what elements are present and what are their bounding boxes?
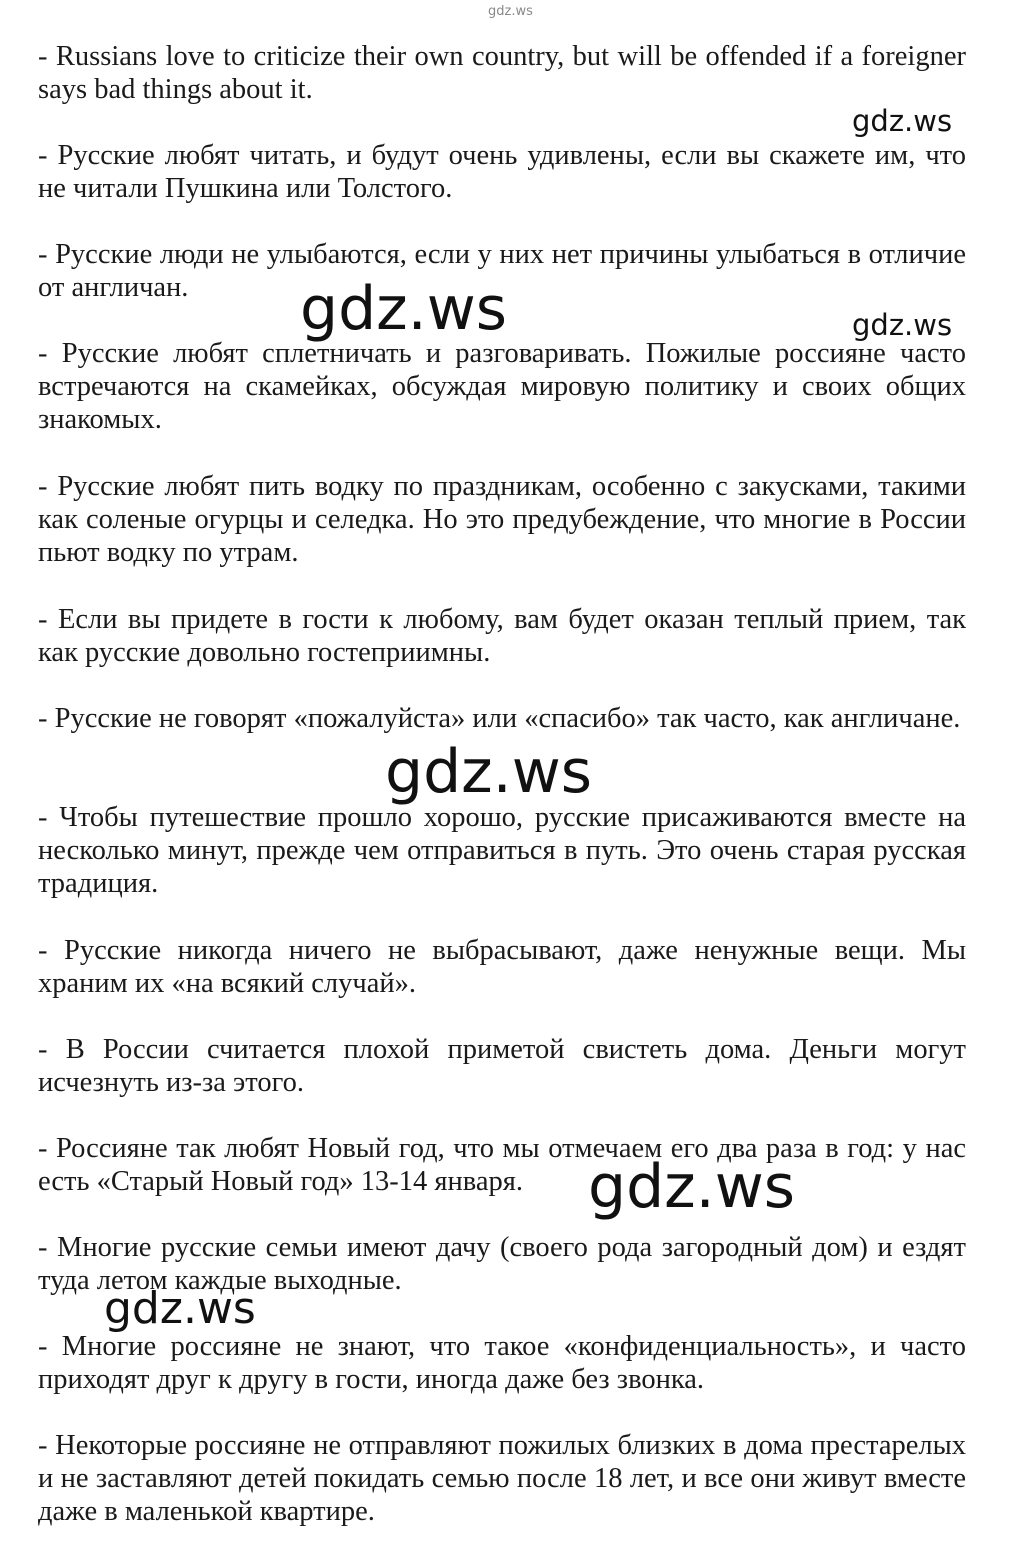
paragraph-7: - Русские не говорят «пожалуйста» или «спасибо» так часто, как англичане.: [38, 703, 961, 734]
paragraph-3: - Русские люди не улыбаются, если у них нет причины улыбаться в отличие от англичан.: [38, 239, 966, 303]
paragraph-14: - Некоторые россияне не отправляют пожилых близких в дома престарелых и не заставляют детей покидать семью после 18 лет, и все они живут вместе даже в маленькой квартире.: [38, 1430, 966, 1527]
watermark: gdz.ws: [852, 308, 953, 342]
watermark: gdz.ws: [852, 104, 953, 138]
watermark-top: gdz.ws: [488, 4, 533, 19]
paragraph-4: - Русские любят сплетничать и разговаривать. Пожилые россияне часто встречаются на скамейках, обсуждая мировую политику и своих общих знакомых.: [38, 338, 966, 435]
paragraph-12: - Многие русские семьи имеют дачу (своего рода загородный дом) и ездят туда летом каждые выходные.: [38, 1232, 966, 1296]
watermark: gdz.ws: [588, 1152, 796, 1222]
paragraph-1: - Russians love to criticize their own country, but will be offended if a foreigner says bad things about it.: [38, 41, 966, 105]
paragraph-2: - Русские любят читать, и будут очень удивлены, если вы скажете им, что не читали Пушкина или Толстого.: [38, 140, 966, 204]
paragraph-13: - Многие россияне не знают, что такое «конфиденциальность», и часто приходят друг к другу в гости, иногда даже без звонка.: [38, 1331, 966, 1395]
watermark: gdz.ws: [300, 274, 508, 344]
paragraph-11: - Россияне так любят Новый год, что мы отмечаем его два раза в год: у нас есть «Старый Новый год» 13-14 января.: [38, 1133, 966, 1197]
paragraph-5: - Русские любят пить водку по праздникам, особенно с закусками, такими как соленые огурцы и селедка. Но это предубеждение, что многие в России пьют водку по утрам.: [38, 471, 966, 568]
paragraph-10: - В России считается плохой приметой свистеть дома. Деньги могут исчезнуть из-за этого.: [38, 1034, 966, 1098]
paragraph-8: - Чтобы путешествие прошло хорошо, русские присаживаются вместе на несколько минут, прежде чем отправиться в путь. Это очень старая русская традиция.: [38, 802, 966, 899]
paragraph-6: - Если вы придете в гости к любому, вам будет оказан теплый прием, так как русские довольно гостеприимны.: [38, 604, 966, 668]
paragraph-9: - Русские никогда ничего не выбрасывают, даже ненужные вещи. Мы храним их «на всякий случай».: [38, 935, 966, 999]
watermark: gdz.ws: [104, 1283, 256, 1334]
watermark: gdz.ws: [385, 737, 593, 807]
